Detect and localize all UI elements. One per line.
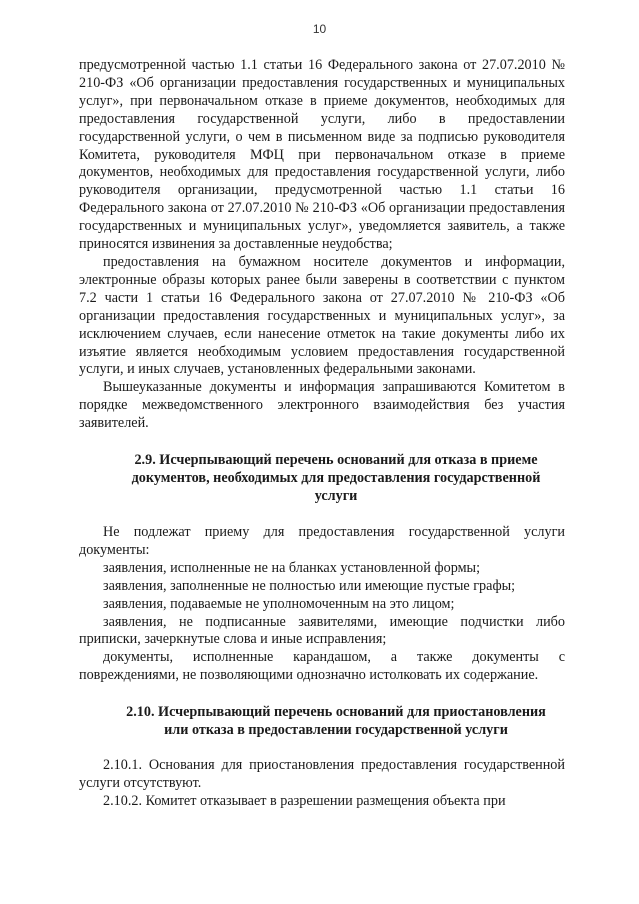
- paragraph: 2.10.1. Основания для приостановления предоставления государственной услуги отсутствуют.: [79, 757, 565, 792]
- paragraph: предусмотренной частью 1.1 статьи 16 Федерального закона от 27.07.2010 № 210-ФЗ «Об организации предоставления государственных и муниципальных услуг», при первоначальном отказе в приеме документов, необходимых для предоставления государственной услуги, либо в предоставлении государственной услуги, о чем в письменном виде за подписью руководителя Комитета, руководителя МФЦ при первоначальном отказе в приеме документов, необходимых для предоставления государственной услуги, либо руководителя организации, предусмотренной частью 1.1 статьи 16 Федерального закона от 27.07.2010 № 210-ФЗ «Об организации предоставления государственных и муниципальных услуг», уведомляется заявитель, а также приносятся извинения за доставленные неудобства;: [79, 57, 565, 253]
- paragraph: Не подлежат приему для предоставления государственной услуги документы:: [79, 524, 565, 558]
- page-number: 10: [312, 22, 327, 36]
- list-item: заявления, не подписанные заявителями, имеющие подчистки либо приписки, зачеркнутые слова и иные исправления;: [79, 613, 565, 648]
- paragraph: Вышеуказанные документы и информация запрашиваются Комитетом в порядке межведомственного электронного взаимодействия без участия заявителей.: [79, 379, 565, 432]
- list-item: заявления, подаваемые не уполномоченным на это лицом;: [103, 595, 455, 612]
- list-item: документы, исполненные карандашом, а также документы с повреждениями, не позволяющими однозначно истолковать их содержание.: [79, 649, 565, 684]
- document-body: [79, 57, 565, 811]
- section-heading-2-9: 2.9. Исчерпывающий перечень оснований для отказа в приеме документов, необходимых для предоставления государственной услуги: [131, 452, 541, 505]
- section-heading-2-10: 2.10. Исчерпывающий перечень оснований для приостановления или отказа в предоставлении государственной услуги: [126, 704, 546, 739]
- paragraph: предоставления на бумажном носителе документов и информации, электронные образы которых ранее были заверены в соответствии с пунктом 7.2 части 1 статьи 16 Федерального закона от 27.07.2010 № 210-ФЗ «Об организации предоставления государственных и муниципальных услуг», за исключением случаев, если нанесение отметок на такие документы либо их изъятие является необходимым условием предоставления государственной услуги, и иных случаев, установленных федеральными законами.: [79, 253, 565, 378]
- list-item: заявления, исполненные не на бланках установленной формы;: [103, 559, 481, 576]
- list-item: заявления, заполненные не полностью или имеющие пустые графы;: [103, 577, 516, 594]
- paragraph: 2.10.2. Комитет отказывает в разрешении размещения объекта при: [103, 793, 506, 809]
